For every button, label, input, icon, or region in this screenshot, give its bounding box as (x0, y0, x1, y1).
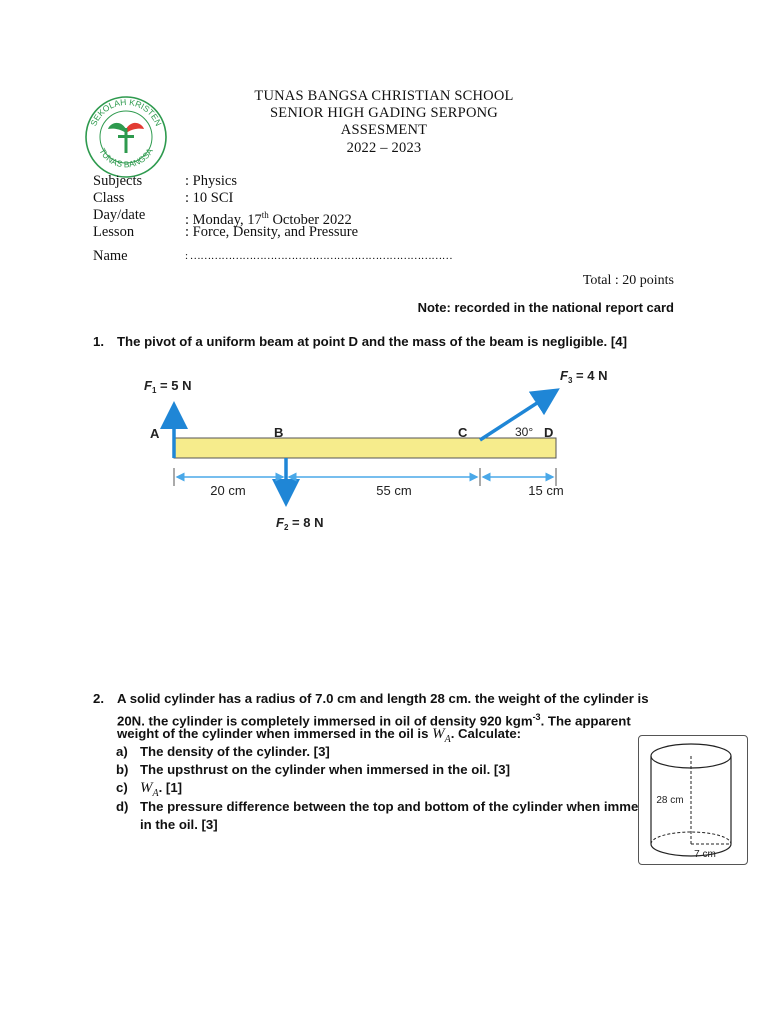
q1-text: The pivot of a uniform beam at point D and the mass of the beam is negligible. [4] (117, 334, 627, 349)
lesson-value: : Force, Density, and Pressure (185, 224, 359, 240)
dist-ab-label: 20 cm (210, 483, 246, 498)
day-value-sup: th (261, 210, 269, 220)
dist-cd-label: 15 cm (528, 483, 564, 498)
logo-text-bottom: TUNAS BANGSA (97, 146, 155, 170)
day-value-pre: : Monday, 17 (185, 211, 262, 228)
q2-part-b: b) The upsthrust on the cylinder when immersed in the oil. [3] (116, 762, 511, 777)
force-f2-label: $F_2 = 8$ N (276, 515, 324, 532)
name-label: Name (93, 248, 128, 264)
force-f1-label: $F_1 = 5$ N (144, 378, 192, 395)
day-label: Day/date (93, 207, 146, 223)
q2-part-d-cont: in the oil. [3] (140, 817, 218, 832)
angle-label: 30° (515, 425, 534, 439)
q2-number: 2. (93, 691, 104, 706)
doc-type: ASSESMENT (340, 122, 428, 138)
q2-part-d: d) The pressure difference between the top and bottom of the cylinder when imme (116, 799, 638, 814)
lesson-label: Lesson (93, 224, 135, 240)
point-d: D (544, 425, 554, 440)
cylinder-radius-label: 7 cm (694, 849, 716, 860)
force-f3-label: $F_3 = 4$ N (560, 368, 608, 385)
note: Note: recorded in the national report card (417, 300, 674, 315)
school-name: TUNAS BANGSA CHRISTIAN SCHOOL (254, 88, 514, 104)
q1-number: 1. (93, 334, 104, 349)
class-label: Class (93, 190, 125, 206)
beam (174, 438, 556, 458)
cylinder-diagram (639, 736, 747, 864)
school-branch: SENIOR HIGH GADING SERPONG (270, 105, 498, 121)
q2-part-c: c) $W_A$. [1] (116, 780, 183, 799)
total-points: Total : 20 points (582, 273, 674, 288)
point-a: A (150, 426, 160, 441)
day-value-post: October 2022 (268, 211, 352, 228)
cylinder-diagram-frame (638, 735, 748, 865)
logo-text-top: SEKOLAH KRISTEN (88, 96, 164, 128)
class-value: : 10 SCI (185, 190, 234, 206)
q2-text-l1: A solid cylinder has a radius of 7.0 cm and length 28 cm. the weight of the cylinder is (117, 691, 649, 706)
name-field[interactable]: : ………………………………………………………………… (185, 250, 453, 262)
cylinder-length-label: 28 cm (656, 795, 684, 806)
point-c: C (458, 425, 468, 440)
q2-text-l3: weight of the cylinder when immersed in the oil is $W_A$. Calculate: (117, 726, 522, 745)
dist-bc-label: 55 cm (376, 483, 412, 498)
subjects-label: Subjects (93, 173, 143, 189)
wa-symbol: $W_A$ (432, 726, 451, 745)
subjects-value: : Physics (185, 173, 237, 189)
school-year: 2022 – 2023 (346, 140, 422, 156)
q2-part-a: a) The density of the cylinder. [3] (116, 744, 330, 759)
beam-diagram (130, 360, 630, 540)
q2-text-l2: 20N. the cylinder is completely immersed in oil of density 920 kgm$^{-3}$. The apparent (117, 712, 631, 729)
point-b: B (274, 425, 284, 440)
